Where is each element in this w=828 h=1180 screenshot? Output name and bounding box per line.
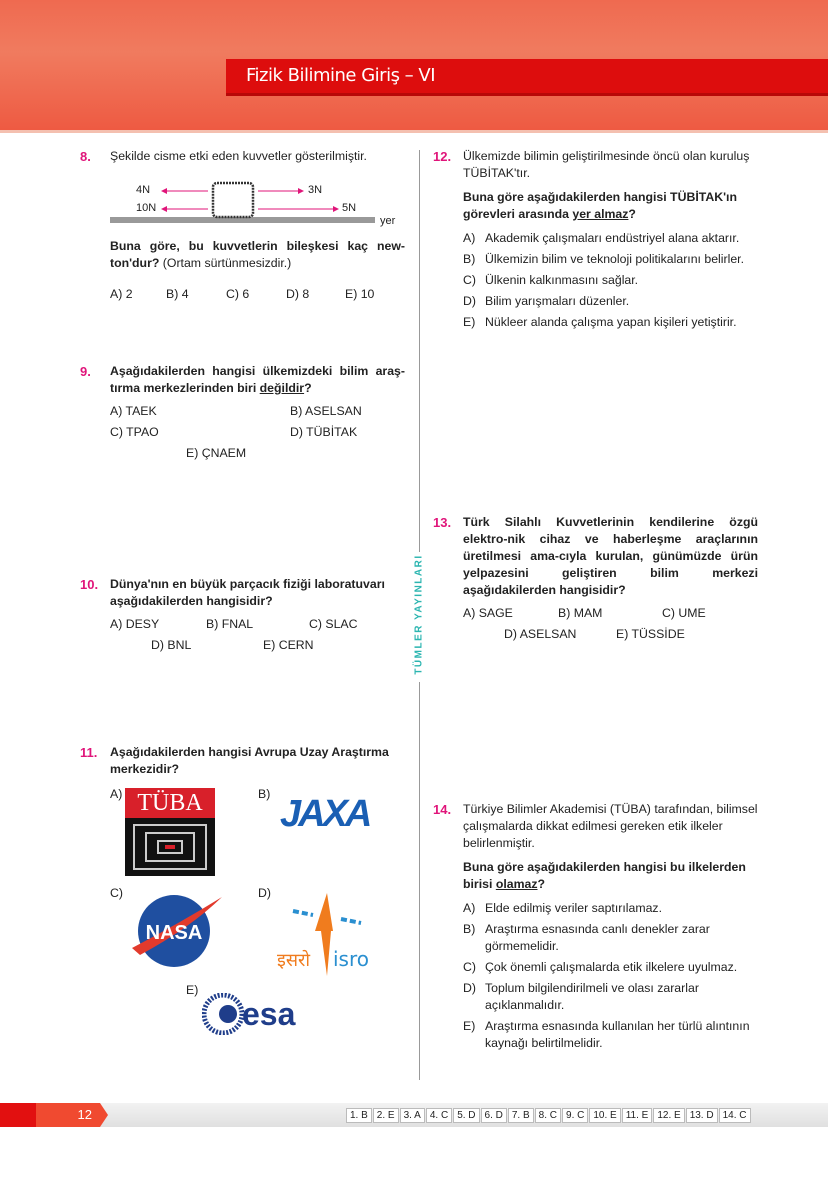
option-e[interactable]: E) TÜSSİDE [616,627,685,641]
option-b[interactable]: B) ASELSAN [290,404,362,418]
option-b[interactable]: B) FNAL [206,617,254,631]
page-tab-arrow [100,1103,108,1127]
question-stem: Şekilde cisme etki eden kuvvetler gösterilmiştir. [110,149,367,163]
option-e[interactable]: E) ÇNAEM [186,446,247,460]
option-c[interactable]: C) TPAO [110,425,159,439]
force-label: 5N [342,202,357,214]
question-prompt: Aşağıdakilerden hangisi ülkemizdeki bilim araş-tırma merkezlerinden biri [110,364,405,395]
option-c[interactable]: C) Çok önemli çalışmalarda etik ilkelere uyulmaz. [463,960,738,974]
question-11 [80,744,405,1041]
answer-key-item: 13. D [686,1108,718,1123]
option-a[interactable]: A) Akademik çalışmaları endüstriyel alana aktarır. [463,231,740,245]
option-e[interactable]: E) CERN [263,638,314,652]
page-number-tab [0,1103,100,1127]
question-12 [433,148,758,335]
question-number: 14. [433,802,452,817]
force-diagram [110,175,405,231]
answer-key-item: 1. B [346,1108,372,1123]
option-d[interactable]: D) BNL [151,638,192,652]
question-stem: Ülkemizde bilimin geliştirilmesinde öncü olan kuruluş TÜBİTAK'tır. [463,149,750,180]
question-13 [433,514,758,645]
option-d[interactable]: D) Toplum bilgilendirilmeli ve olası zararlar açıklanmalıdır. [463,981,699,1012]
question-8 [80,148,405,305]
options-row [110,614,405,635]
question-prompt: Aşağıdakilerden hangisi Avrupa Uzay Araştırma merkezidir? [110,745,389,776]
tuba-logo-text: TÜBA [125,788,215,818]
option-d[interactable]: D) [258,886,271,900]
option-a[interactable]: A) Elde edilmiş veriler saptırılamaz. [463,901,662,915]
isro-logo [275,891,385,976]
option-b[interactable]: B) MAM [558,606,603,620]
question-prompt: Buna göre aşağıdakilerden hangisi TÜBİTAK'ın görevleri arasında [463,190,737,221]
header-divider [0,130,828,133]
nasa-logo [130,893,225,968]
force-label: 10N [136,202,157,214]
esa-logo [202,993,317,1035]
ground-label: yer [380,215,396,227]
option-list [463,900,758,1052]
options-row [110,401,405,422]
answer-key-item: 10. E [589,1108,620,1123]
option-c[interactable]: C) Ülkenin kalkınmasını sağlar. [463,273,639,287]
options-row [110,284,405,305]
option-c[interactable]: C) UME [662,606,706,620]
answer-key-item: 12. E [653,1108,684,1123]
question-prompt: Türk Silahlı Kuvvetlerinin kendilerine özgü elektro-nik cihaz ve haberleşme araçlarının üretilmesi ama-cıyla kurulan, günümüzde ürün yelpazesini geliştiren bilim merkezi aşağıdakilerden hangisidir? [463,515,758,597]
force-label: 3N [308,184,323,196]
answer-key-item: 4. C [426,1108,452,1123]
punct: ? [628,207,636,221]
options-row [110,635,405,656]
option-b[interactable]: B) 4 [166,287,189,301]
punct: ? [537,877,546,891]
tuba-logo [125,788,215,876]
options-row [110,422,405,443]
question-10 [80,576,405,656]
answer-key-item: 11. E [622,1108,653,1123]
answer-key-item: 14. C [719,1108,751,1123]
option-a[interactable]: A) TAEK [110,404,157,418]
publisher-label: TÜMLER YAYINLARI [413,554,425,675]
option-d[interactable]: D) Bilim yarışmaları düzenler. [463,294,630,308]
options-row [463,603,758,624]
chapter-ribbon [226,59,828,96]
logo-options [110,786,405,1041]
question-number: 9. [80,364,91,379]
options-row [463,624,758,645]
option-e[interactable]: E) [186,983,199,997]
answer-key-item: 2. E [373,1108,399,1123]
question-14 [433,801,758,1056]
answer-key-item: 9. C [562,1108,588,1123]
question-prompt: Buna göre, bu kuvvetlerin bileşkesi kaç new-ton'dur? [110,239,405,270]
chapter-title: Fizik Bilimine Giriş – VI [246,65,436,86]
option-e[interactable]: E) 10 [345,287,375,301]
question-note: (Ortam sürtünmesizdir.) [159,256,292,270]
option-d[interactable]: D) 8 [286,287,310,301]
emphasis: yer almaz [572,207,629,221]
punct: ? [304,381,312,395]
option-a[interactable]: A) [110,787,123,801]
question-9 [80,363,405,464]
page-number: 12 [77,1107,92,1122]
question-stem: Türkiye Bilimler Akademisi (TÜBA) tarafından, bilimsel çalışmalarda dikkat edilmesi gereken etik ilkeler belirlenmiştir. [463,802,758,850]
answer-key-item: 5. D [453,1108,479,1123]
question-number: 13. [433,515,452,530]
option-e[interactable]: E) Nükleer alanda çalışma yapan kişileri yetiştirir. [463,315,737,329]
option-b[interactable]: B) [258,787,271,801]
option-d[interactable]: D) ASELSAN [504,627,577,641]
option-a[interactable]: A) SAGE [463,606,513,620]
side-label-box [411,552,427,682]
option-b[interactable]: B) Ülkemizin bilim ve teknoloji politikalarını belirler. [463,252,745,266]
option-b[interactable]: B) Araştırma esnasında canlı denekler zarar görmemelidir. [463,922,710,953]
force-label: 4N [136,184,151,196]
option-a[interactable]: A) 2 [110,287,133,301]
question-number: 11. [80,745,98,760]
esa-logo-text: esa [242,996,296,1032]
option-c[interactable]: C) [110,886,123,900]
question-number: 12. [433,149,452,164]
option-c[interactable]: C) SLAC [309,617,358,631]
option-c[interactable]: C) 6 [226,287,250,301]
question-prompt: Dünya'nın en büyük parçacık fiziği laboratuvarı aşağıdakilerden hangisidir? [110,577,385,608]
answer-key [346,1108,752,1123]
answer-key-item: 7. B [508,1108,534,1123]
option-a[interactable]: A) DESY [110,617,160,631]
answer-key-item: 8. C [535,1108,561,1123]
option-e[interactable]: E) Araştırma esnasında kullanılan her türlü alıntının kaynağı belirtilmelidir. [463,1019,750,1050]
question-prompt: Buna göre aşağıdakilerden hangisi bu ilkelerden birisi [463,860,746,891]
isro-text: isro [333,947,369,971]
emphasis: olamaz [495,877,538,891]
isro-hindi-text: इसरो [277,950,311,971]
answer-key-item: 3. A [400,1108,425,1123]
question-number: 10. [80,577,99,592]
jaxa-logo: JAXA [280,793,370,835]
nasa-logo-text: NASA [145,922,203,944]
option-d[interactable]: D) TÜBİTAK [290,425,358,439]
options-row [110,443,405,464]
question-number: 8. [80,149,91,164]
answer-key-item: 6. D [481,1108,507,1123]
option-list [463,230,758,331]
emphasis: değildir [259,381,305,395]
